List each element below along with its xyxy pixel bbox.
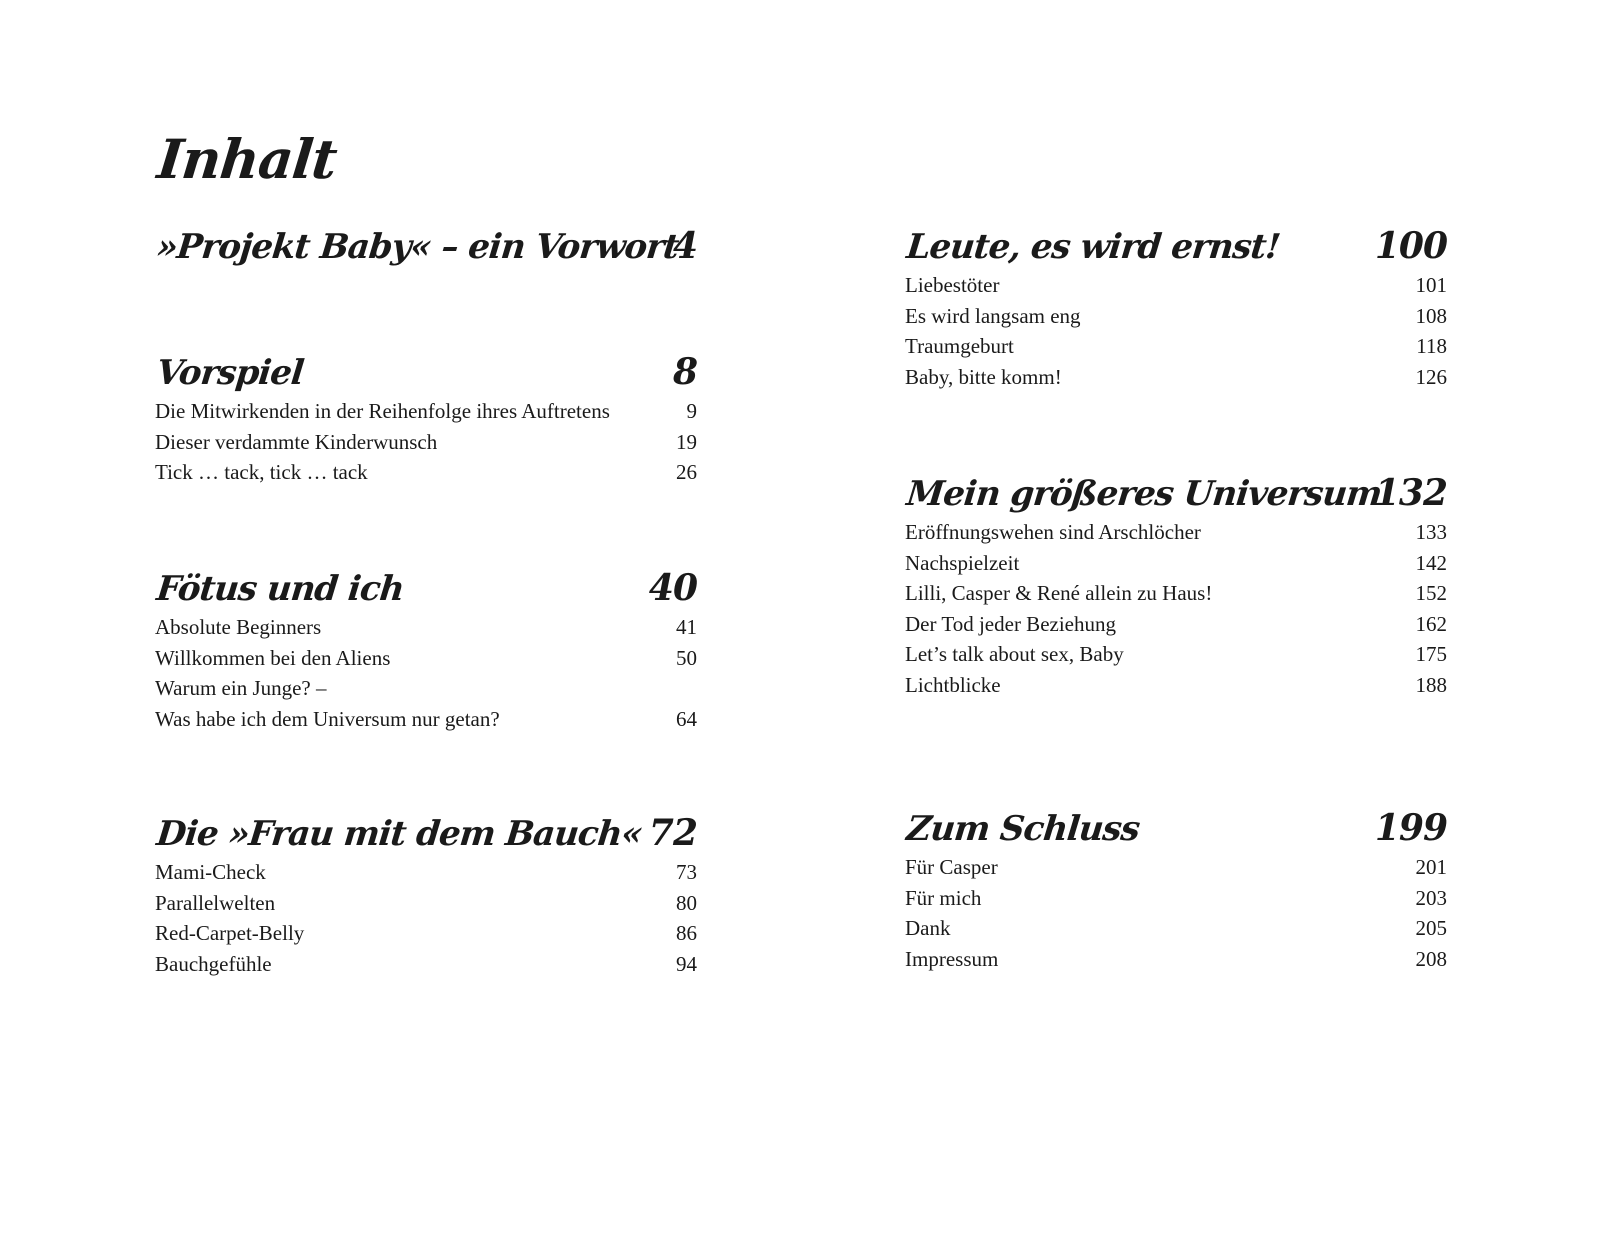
entry-label: Lilli, Casper & René allein zu Haus! (905, 581, 1213, 605)
page-title: Inhalt (154, 127, 340, 192)
entry-label: Warum ein Junge? – (155, 676, 327, 700)
entry-page-number: 188 (1415, 672, 1447, 697)
toc-entry[interactable] (905, 578, 1447, 609)
entry-page-number: 203 (1415, 885, 1447, 910)
entry-label: Eröffnungswehen sind Arschlöcher (905, 520, 1201, 544)
entry-label: Dank (905, 916, 951, 940)
entry-label: Für Casper (905, 855, 998, 879)
toc-entry[interactable] (155, 673, 697, 704)
toc-section (905, 218, 1447, 392)
toc-entry[interactable] (905, 609, 1447, 640)
toc-entry[interactable] (155, 857, 697, 888)
entry-page-number: 162 (1415, 611, 1447, 636)
toc-entry[interactable] (155, 918, 697, 949)
entry-label: Red-Carpet-Belly (155, 921, 305, 945)
toc-entry[interactable] (155, 427, 697, 458)
section-header (155, 344, 697, 396)
toc-entry[interactable] (905, 548, 1447, 579)
section-title: Die »Frau mit dem Bauch« (154, 814, 644, 854)
section-header (905, 800, 1447, 852)
entry-label: Dieser verdammte Kinderwunsch (155, 429, 438, 454)
entry-label: Mami-Check (155, 860, 266, 884)
entry-page-number: 175 (1415, 642, 1447, 666)
entry-label: Lichtblicke (905, 672, 1001, 697)
section-title: Vorspiel (154, 353, 306, 393)
entry-page-number: 118 (1416, 334, 1447, 358)
entry-label: Impressum (905, 946, 999, 971)
entry-page-number: 201 (1415, 855, 1447, 879)
section-page-number: 40 (648, 567, 697, 609)
toc-entry[interactable] (155, 612, 697, 643)
entry-label: Parallelwelten (155, 890, 276, 915)
entry-page-number: 208 (1415, 946, 1447, 971)
entry-list (155, 396, 697, 488)
toc-entry[interactable] (905, 670, 1447, 701)
entry-page-number: 205 (1415, 916, 1447, 940)
toc-section (155, 560, 697, 734)
entry-page-number: 19 (676, 429, 697, 454)
toc-entry[interactable] (155, 457, 697, 488)
entry-page-number: 126 (1415, 364, 1447, 389)
entry-label: Was habe ich dem Universum nur getan? (155, 706, 500, 731)
section-header (155, 218, 697, 270)
entry-page-number: 101 (1415, 273, 1447, 297)
section-title: Fötus und ich (154, 569, 406, 609)
entry-label: Es wird langsam eng (905, 303, 1081, 328)
section-header (155, 560, 697, 612)
entry-label: Absolute Beginners (155, 615, 322, 639)
toc-entry[interactable] (155, 396, 697, 427)
toc-entry[interactable] (155, 704, 697, 735)
section-header (155, 805, 697, 857)
entry-page-number: 9 (686, 399, 697, 423)
entry-page-number: 108 (1415, 303, 1447, 328)
section-header (905, 465, 1447, 517)
entry-page-number: 86 (676, 921, 697, 945)
entry-label: Let’s talk about sex, Baby (905, 642, 1124, 666)
entry-label: Die Mitwirkenden in der Reihenfolge ihres Auftretens (155, 399, 610, 423)
toc-section (155, 805, 697, 979)
entry-list (905, 517, 1447, 700)
toc-entry[interactable] (905, 639, 1447, 670)
entry-label: Der Tod jeder Beziehung (905, 611, 1116, 636)
entry-list (155, 857, 697, 979)
entry-page-number: 64 (676, 706, 697, 731)
toc-entry[interactable] (905, 852, 1447, 883)
toc-entry[interactable] (905, 362, 1447, 393)
entry-label: Tick … tack, tick … tack (155, 460, 368, 484)
toc-entry[interactable] (905, 883, 1447, 914)
toc-entry[interactable] (905, 270, 1447, 301)
entry-list (155, 612, 697, 734)
entry-page-number: 50 (676, 645, 697, 670)
toc-entry[interactable] (905, 517, 1447, 548)
toc-section (155, 218, 697, 270)
section-page-number: 199 (1374, 807, 1447, 849)
section-title: Mein größeres Universum (904, 474, 1384, 514)
entry-label: Für mich (905, 885, 982, 910)
entry-page-number: 41 (676, 615, 697, 639)
entry-list (905, 270, 1447, 392)
entry-page-number: 26 (676, 460, 697, 484)
toc-section (905, 800, 1447, 974)
entry-page-number: 133 (1415, 520, 1447, 544)
section-title: Zum Schluss (904, 809, 1142, 849)
entry-label: Bauchgefühle (155, 951, 272, 976)
entry-page-number: 94 (676, 951, 697, 976)
section-page-number: 100 (1374, 225, 1447, 267)
entry-label: Traumgeburt (905, 334, 1014, 358)
section-page-number: 4 (672, 225, 697, 267)
entry-label: Willkommen bei den Aliens (155, 645, 391, 670)
toc-section (155, 344, 697, 488)
entry-page-number: 152 (1415, 581, 1447, 605)
section-page-number: 72 (648, 812, 697, 854)
entry-list (905, 852, 1447, 974)
entry-label: Baby, bitte komm! (905, 364, 1062, 389)
toc-entry[interactable] (155, 643, 697, 674)
entry-label: Nachspielzeit (905, 550, 1020, 575)
entry-label: Liebestöter (905, 273, 1000, 297)
toc-entry[interactable] (905, 913, 1447, 944)
toc-entry[interactable] (155, 949, 697, 980)
section-page-number: 8 (672, 351, 697, 393)
toc-entry[interactable] (905, 301, 1447, 332)
section-header (905, 218, 1447, 270)
section-title: »Projekt Baby« – ein Vorwort (154, 227, 681, 267)
toc-entry[interactable] (905, 944, 1447, 975)
section-page-number: 132 (1374, 472, 1447, 514)
toc-entry[interactable] (155, 888, 697, 919)
toc-section (905, 465, 1447, 700)
toc-entry[interactable] (905, 331, 1447, 362)
section-title: Leute, es wird ernst! (904, 227, 1282, 267)
entry-page-number: 73 (676, 860, 697, 884)
entry-page-number: 142 (1415, 550, 1447, 575)
entry-page-number: 80 (676, 890, 697, 915)
